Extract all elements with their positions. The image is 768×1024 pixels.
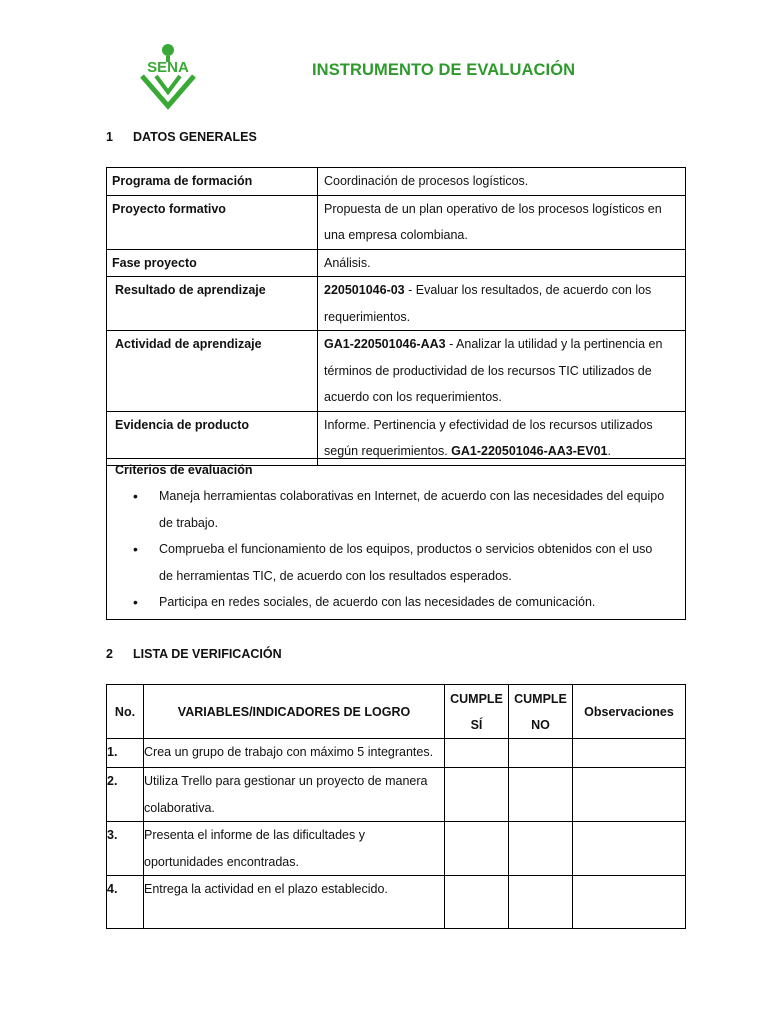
row-label: Actividad de aprendizaje [107, 331, 318, 412]
section-number: 2 [106, 647, 113, 661]
activity-code: GA1-220501046-AA3 [324, 337, 446, 351]
cell-observations[interactable] [573, 768, 686, 822]
row-number: 3. [107, 822, 144, 876]
row-label: Fase proyecto [107, 249, 318, 277]
row-number: 4. [107, 876, 144, 929]
document-title: INSTRUMENTO DE EVALUACIÓN [312, 61, 576, 79]
table-row [107, 739, 686, 768]
criteria-title: Criterios de evaluación [115, 463, 253, 477]
row-indicator: Entrega la actividad en el plazo establecido. [144, 876, 445, 929]
evaluation-criteria-box [106, 458, 686, 620]
table-row [107, 411, 686, 465]
sena-logo [134, 42, 202, 110]
list-item: • Comprueba el funcionamiento de los equipos, productos o servicios obtenidos con el uso de herramientas TIC, de acuerdo con los resultados esperados. [159, 536, 667, 589]
cell-observations[interactable] [573, 739, 686, 768]
general-data-table [106, 167, 686, 466]
row-value [318, 411, 686, 465]
header-cumple-no-2: NO [531, 717, 550, 732]
header-indicator: VARIABLES/INDICADORES DE LOGRO [144, 685, 445, 739]
table-row [107, 331, 686, 412]
row-number: 2. [107, 768, 144, 822]
section-title: LISTA DE VERIFICACIÓN [133, 647, 282, 661]
learning-result-code: 220501046-03 [324, 283, 405, 297]
header-no: No. [107, 685, 144, 739]
header-observations: Observaciones [573, 685, 686, 739]
row-value: Coordinación de procesos logísticos. [318, 168, 686, 196]
header-cumple-si [445, 685, 509, 739]
row-indicator: Presenta el informe de las dificultades y oportunidades encontradas. [144, 822, 445, 876]
cell-cumple-si[interactable] [445, 768, 509, 822]
header-cumple-no-1: CUMPLE [514, 691, 567, 706]
evidence-code: GA1-220501046-AA3-EV01 [451, 444, 608, 458]
table-row [107, 277, 686, 331]
table-row [107, 195, 686, 249]
cell-cumple-si[interactable] [445, 822, 509, 876]
section-title: DATOS GENERALES [133, 130, 257, 144]
list-item: • Participa en redes sociales, de acuerdo con las necesidades de comunicación. [159, 589, 667, 616]
row-indicator: Crea un grupo de trabajo con máximo 5 integrantes. [144, 739, 445, 768]
row-value: Análisis. [318, 249, 686, 277]
section-number: 1 [106, 130, 113, 144]
row-value [318, 277, 686, 331]
table-row [107, 249, 686, 277]
cell-cumple-no[interactable] [509, 768, 573, 822]
row-label: Programa de formación [107, 168, 318, 196]
table-row [107, 168, 686, 196]
row-label: Evidencia de producto [107, 411, 318, 465]
table-row [107, 876, 686, 929]
section-heading-checklist [106, 647, 282, 661]
row-label: Resultado de aprendizaje [107, 277, 318, 331]
table-header-row [107, 685, 686, 739]
cell-cumple-no[interactable] [509, 739, 573, 768]
criteria-list [107, 483, 685, 616]
cell-cumple-no[interactable] [509, 876, 573, 929]
learning-result-text: - Evaluar los resultados, de acuerdo con los requerimientos. [324, 283, 652, 324]
cell-cumple-si[interactable] [445, 739, 509, 768]
table-row [107, 822, 686, 876]
header-cumple-si-1: CUMPLE [450, 691, 503, 706]
row-value: Propuesta de un plan operativo de los procesos logísticos en una empresa colombiana. [318, 195, 686, 249]
logo-text: SENA [147, 59, 189, 76]
cell-cumple-si[interactable] [445, 876, 509, 929]
activity-text: - Analizar la utilidad y la pertinencia en términos de productividad de los recursos TIC utilizados de acuerdo con los requerimientos. [324, 337, 663, 404]
checklist-table [106, 684, 686, 929]
cell-observations[interactable] [573, 822, 686, 876]
header-cumple-no [509, 685, 573, 739]
header-cumple-si-2: SÍ [470, 717, 483, 732]
row-label: Proyecto formativo [107, 195, 318, 249]
evidence-text: Informe. Pertinencia y efectividad de los recursos utilizados según requerimientos. [324, 417, 653, 458]
cell-cumple-no[interactable] [509, 822, 573, 876]
row-indicator: Utiliza Trello para gestionar un proyecto de manera colaborativa. [144, 768, 445, 822]
cell-observations[interactable] [573, 876, 686, 929]
list-item: • Maneja herramientas colaborativas en Internet, de acuerdo con las necesidades del equipo de trabajo. [159, 483, 667, 536]
row-number: 1. [107, 739, 144, 768]
section-heading-general [106, 130, 257, 144]
evidence-end: . [607, 444, 611, 458]
table-row [107, 768, 686, 822]
row-value [318, 331, 686, 412]
